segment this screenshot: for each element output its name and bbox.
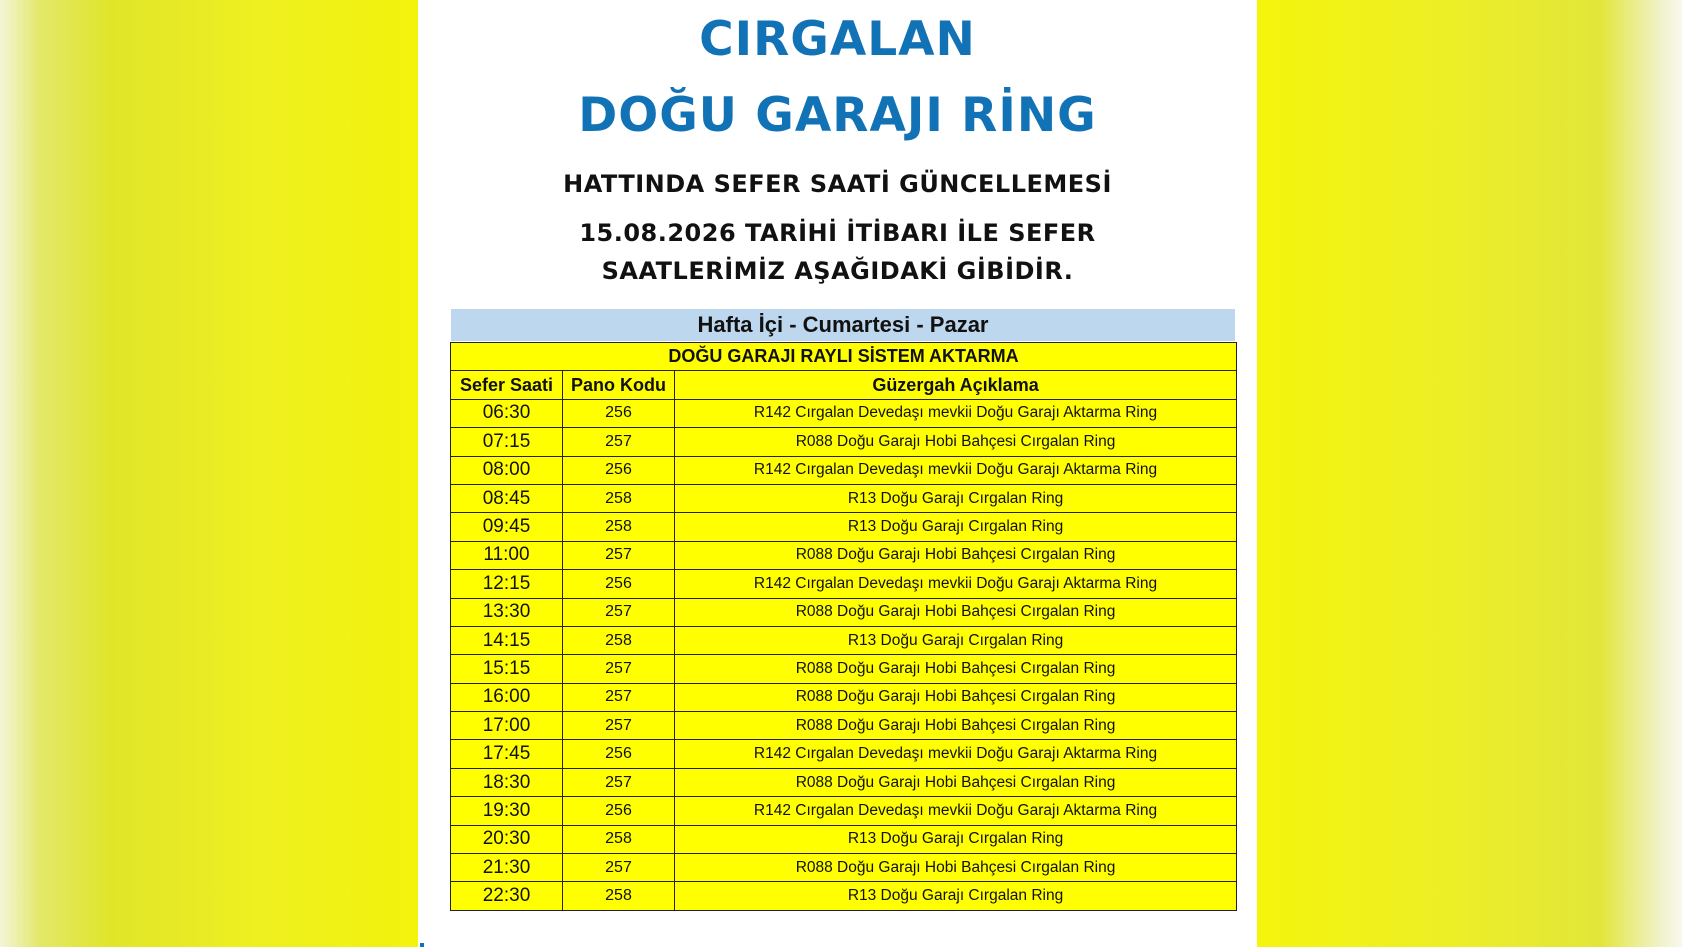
board-code-cell: 257	[563, 712, 675, 740]
departure-time-cell: 18:30	[451, 768, 563, 796]
route-description-cell: R142 Cırgalan Devedaşı mevkii Doğu Garajı Aktarma Ring	[675, 456, 1237, 484]
departure-time-cell: 08:00	[451, 456, 563, 484]
table-row	[451, 854, 1237, 882]
route-description-cell: R088 Doğu Garajı Hobi Bahçesi Cırgalan Ring	[675, 712, 1237, 740]
table-row	[451, 570, 1237, 598]
departure-time-cell: 08:45	[451, 484, 563, 512]
table-row	[451, 797, 1237, 825]
route-description-cell: R088 Doğu Garajı Hobi Bahçesi Cırgalan Ring	[675, 598, 1237, 626]
announcement-sheet	[418, 0, 1257, 947]
route-description-cell: R088 Doğu Garajı Hobi Bahçesi Cırgalan Ring	[675, 428, 1237, 456]
table-row	[451, 683, 1237, 711]
route-description-cell: R142 Cırgalan Devedaşı mevkii Doğu Garajı Aktarma Ring	[675, 399, 1237, 427]
departure-time-cell: 06:30	[451, 399, 563, 427]
subtitle-line-3: SAATLERİMİZ AŞAĞIDAKİ GİBİDİR.	[601, 257, 1074, 285]
board-code-cell: 257	[563, 768, 675, 796]
table-row	[451, 428, 1237, 456]
board-code-cell: 257	[563, 854, 675, 882]
departure-time-cell: 16:00	[451, 683, 563, 711]
route-description-cell: R142 Cırgalan Devedaşı mevkii Doğu Garajı Aktarma Ring	[675, 797, 1237, 825]
departure-time-cell: 13:30	[451, 598, 563, 626]
subtitle-line-2: 15.08.2026 TARİHİ İTİBARI İLE SEFER	[579, 219, 1096, 247]
board-code-cell: 258	[563, 882, 675, 910]
column-header-route: Güzergah Açıklama	[675, 371, 1237, 399]
board-code-cell: 256	[563, 740, 675, 768]
route-description-cell: R088 Doğu Garajı Hobi Bahçesi Cırgalan Ring	[675, 541, 1237, 569]
schedule-table	[450, 342, 1237, 911]
route-description-cell: R13 Doğu Garajı Cırgalan Ring	[675, 882, 1237, 910]
board-code-cell: 257	[563, 598, 675, 626]
route-description-cell: R13 Doğu Garajı Cırgalan Ring	[675, 825, 1237, 853]
blue-corner-mark	[420, 943, 424, 947]
route-description-cell: R142 Cırgalan Devedaşı mevkii Doğu Garajı Aktarma Ring	[675, 740, 1237, 768]
board-code-cell: 257	[563, 541, 675, 569]
table-row	[451, 513, 1237, 541]
board-code-cell: 257	[563, 428, 675, 456]
departure-time-cell: 15:15	[451, 655, 563, 683]
section-header: DOĞU GARAJI RAYLI SİSTEM AKTARMA	[451, 343, 1237, 371]
table-row	[451, 484, 1237, 512]
route-description-cell: R13 Doğu Garajı Cırgalan Ring	[675, 626, 1237, 654]
title-line-2: DOĞU GARAJI RİNG	[578, 88, 1097, 143]
board-code-cell: 257	[563, 683, 675, 711]
board-code-cell: 258	[563, 484, 675, 512]
departure-time-cell: 07:15	[451, 428, 563, 456]
route-description-cell: R13 Doğu Garajı Cırgalan Ring	[675, 484, 1237, 512]
title-line-1: CIRGALAN	[699, 12, 976, 67]
route-description-cell: R088 Doğu Garajı Hobi Bahçesi Cırgalan Ring	[675, 655, 1237, 683]
departure-time-cell: 20:30	[451, 825, 563, 853]
route-description-cell: R088 Doğu Garajı Hobi Bahçesi Cırgalan Ring	[675, 768, 1237, 796]
departure-time-cell: 14:15	[451, 626, 563, 654]
table-row	[451, 882, 1237, 910]
departure-time-cell: 17:00	[451, 712, 563, 740]
board-code-cell: 258	[563, 626, 675, 654]
table-row	[451, 626, 1237, 654]
departure-time-cell: 22:30	[451, 882, 563, 910]
table-row	[451, 655, 1237, 683]
board-code-cell: 256	[563, 797, 675, 825]
table-row	[451, 541, 1237, 569]
departure-time-cell: 19:30	[451, 797, 563, 825]
departure-time-cell: 21:30	[451, 854, 563, 882]
board-code-cell: 258	[563, 825, 675, 853]
table-row	[451, 598, 1237, 626]
table-row	[451, 712, 1237, 740]
board-code-cell: 256	[563, 456, 675, 484]
column-header-time: Sefer Saati	[451, 371, 563, 399]
departure-time-cell: 17:45	[451, 740, 563, 768]
route-description-cell: R088 Doğu Garajı Hobi Bahçesi Cırgalan Ring	[675, 854, 1237, 882]
table-row	[451, 399, 1237, 427]
route-description-cell: R088 Doğu Garajı Hobi Bahçesi Cırgalan Ring	[675, 683, 1237, 711]
departure-time-cell: 09:45	[451, 513, 563, 541]
route-description-cell: R142 Cırgalan Devedaşı mevkii Doğu Garajı Aktarma Ring	[675, 570, 1237, 598]
departure-time-cell: 12:15	[451, 570, 563, 598]
schedule-rows	[451, 399, 1237, 910]
column-header-code: Pano Kodu	[563, 371, 675, 399]
subtitle-line-1: HATTINDA SEFER SAATİ GÜNCELLEMESİ	[563, 170, 1112, 198]
board-code-cell: 256	[563, 399, 675, 427]
board-code-cell: 257	[563, 655, 675, 683]
board-code-cell: 258	[563, 513, 675, 541]
route-description-cell: R13 Doğu Garajı Cırgalan Ring	[675, 513, 1237, 541]
days-band: Hafta İçi - Cumartesi - Pazar	[451, 309, 1235, 341]
departure-time-cell: 11:00	[451, 541, 563, 569]
table-row	[451, 768, 1237, 796]
board-code-cell: 256	[563, 570, 675, 598]
table-row	[451, 456, 1237, 484]
table-row	[451, 825, 1237, 853]
table-row	[451, 740, 1237, 768]
